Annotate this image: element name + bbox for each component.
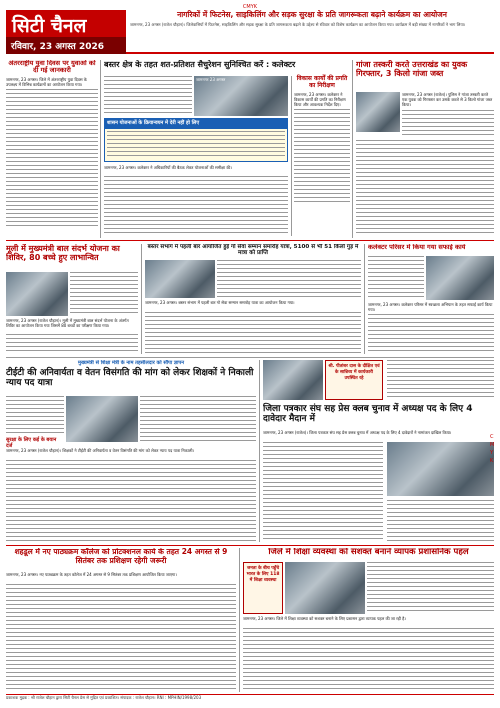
lower-right-lines-a	[387, 360, 494, 400]
mid-right-lines-a	[368, 256, 424, 300]
right-top-lines-b	[356, 140, 494, 236]
lower-left-article	[6, 360, 256, 542]
press-club-photo	[263, 360, 323, 400]
press-club-caption: श्री. पीतांबर दास के दीक्षित एवं के सान्निध्य में कार्यकारी उपस्थित रहे	[325, 360, 383, 400]
left-column-body: जामनगर, 23 अगस्त। जिले में अंतरराष्ट्रीय युवा दिवस के उपलक्ष्य में विभिन्न कार्यक्रमों का आयोजन किया गया।	[6, 76, 87, 87]
photo-caption: जामनगर 23 अगस्त	[196, 77, 226, 82]
center-side-headline: विकास कार्यों की प्रगति का निरीक्षण	[296, 75, 348, 89]
print-marker-k: K	[490, 458, 494, 464]
left-column-headline: अंतरराष्ट्रीय युवा दिवस पर युवाओं को दी गई जानकारी	[8, 60, 96, 75]
lower-left-lines-b	[140, 396, 256, 442]
column-divider	[364, 244, 365, 354]
mid-left-article	[6, 244, 138, 354]
center-top-text-lines	[104, 176, 288, 236]
center-side-text-lines	[294, 109, 350, 205]
cow-event-photo	[145, 260, 215, 298]
masthead	[6, 10, 494, 54]
teachers-march-photo	[66, 396, 138, 442]
center-top-body: जामनगर, 23 अगस्त। कलेक्टर ने अधिकारियों की बैठक लेकर योजनाओं की समीक्षा की।	[104, 165, 232, 170]
education-caption: जनता के बीच पहुँचे भारत के लिए 118 में शिक्षा व्यवस्था	[243, 562, 283, 614]
mid-center-article	[145, 244, 361, 354]
section-rule	[6, 545, 494, 546]
bottom-left-lines	[6, 584, 236, 692]
mid-left-lines-a	[70, 272, 138, 316]
right-top-headline: गांजा तस्करी करते उत्तराखंड का युवक गिरफ्तार, 3 किलो गांजा जब्त	[356, 60, 468, 79]
center-top-headline: बस्तर क्षेत्र के तहत शत-प्रतिशत सैचुरेशन सुनिश्चित करें : कलेक्टर	[104, 60, 296, 69]
center-side-article	[294, 76, 350, 205]
lower-left-lines-c	[6, 460, 256, 542]
highlight-bar: शासन योजनाओं के क्रियान्वयन में देरी नहीं हो लिए	[104, 118, 288, 128]
mid-center-body: जामनगर, 23 अगस्त। बस्तर संभाग में पहली बार गो सेवा सम्मान समारोह यात्रा का आयोजन किया गया।	[145, 300, 295, 305]
print-marker-y: Y	[490, 450, 494, 456]
highlight-box	[104, 128, 288, 162]
cleaning-photo	[426, 256, 494, 300]
right-top-lines-a	[402, 110, 494, 138]
print-color-marker: CMYK	[242, 4, 258, 10]
column-divider	[352, 60, 353, 238]
center-top-article	[104, 60, 350, 238]
mid-left-lines-b	[6, 334, 138, 354]
mid-center-headline: बस्तर संभाग में पहली बार आयोजित हुई गो सेवा सम्मान समारोह यात्रा, 5100 से भी 51 किलो गुड़ मे मात्रा को प्राप्ति	[147, 244, 359, 257]
mid-right-lines-b	[368, 314, 494, 354]
brand-block	[6, 10, 126, 54]
left-column-text-lines	[6, 89, 98, 229]
mid-left-headline: मूली में मुख्यमंत्री बाल संदर्भ योजना का शिविर, 80 बच्चे हुए लाभान्वित	[6, 244, 120, 263]
print-marker-c: C	[490, 434, 494, 440]
bottom-right-article	[243, 548, 494, 692]
mid-left-body: जामनगर, 23 अगस्त (राजेश चौहान)। मूली में मुख्यमंत्री बाल संदर्भ योजना के अंतर्गत शिविर का आयोजन किया गया जिसमें 80 बच्चों का परीक्षण किया गया।	[6, 318, 129, 328]
mid-right-article	[368, 244, 494, 354]
lower-right-headline: जिला पत्रकार संघ सह प्रेस क्लब चुनाव में अध्यक्ष पद के लिए 4 दावेदार मैदान में	[263, 404, 473, 425]
highlight-box-lines	[107, 131, 285, 159]
bottom-left-body: जामनगर, 23 अगस्त। नए पाठ्यक्रम के तहत कॉलेज में 24 अगस्त से 9 सितंबर तक प्रशिक्षण आयोजित किया जाएगा।	[6, 572, 177, 577]
newspaper-page	[6, 4, 494, 704]
lower-right-lines-c	[387, 500, 494, 542]
print-marker-m: M	[490, 442, 495, 448]
banner-body: जामनगर, 23 अगस्त (राजेश चौहान)। जिलेवासियों में फिटनेस, साइकिलिंग और सड़क सुरक्षा के प्रति जागरूकता बढ़ाने के उद्देश्य से रविवार को विशेष कार्यक्रम का आयोजन किया गया। कार्यक्रम में बड़ी संख्या में नागरिकों ने भाग लिया।	[130, 22, 466, 27]
right-top-article	[356, 60, 494, 238]
section-rule	[6, 240, 494, 241]
column-divider	[259, 360, 260, 542]
lower-right-lines-b	[263, 442, 383, 542]
bottom-right-lines-a	[367, 562, 494, 614]
bottom-left-article	[6, 548, 236, 692]
center-side-body: जामनगर, 23 अगस्त। कलेक्टर ने विकास कार्यों की प्रगति का निरीक्षण किया और आवश्यक निर्देश दिए।	[294, 91, 346, 107]
lower-left-subheadline: सुरक्षा के लिए कई के बयान दर्ज	[6, 437, 57, 449]
lower-left-lines-a	[6, 396, 64, 436]
bottom-right-lines-b	[243, 628, 494, 692]
section-rule	[6, 357, 494, 358]
column-divider	[291, 76, 292, 236]
top-banner-article	[130, 10, 494, 50]
mid-right-body: जामनगर, 23 अगस्त। कलेक्टर परिसर में स्वच्छता अभियान के तहत सफाई कार्य किया गया।	[368, 302, 493, 312]
education-meeting-photo	[285, 562, 365, 614]
mid-right-headline: कलेक्टर परिसर में किया गया सफाई कार्य	[368, 244, 466, 251]
column-divider	[100, 60, 101, 238]
banner-headline: नागरिकों में फिटनेस, साइकिलिंग और सड़क सुरक्षा के प्रति जागरूकता बढ़ाने कार्यक्रम का आयोजन	[177, 10, 447, 19]
bottom-right-body: जामनगर, 23 अगस्त। जिले में शिक्षा व्यवस्था को सशक्त बनाने के लिए प्रशासन द्वारा व्यापक पहल की जा रही है।	[243, 616, 406, 621]
imprint-footer: प्रकाशक मुद्रक : श्री राजेश चौहान द्वारा सिटी चैनल प्रेस से मुद्रित एवं प्रकाशित। संपादक : राजेश चौहान। RNI : MPHIN/1998/203	[6, 694, 494, 704]
bottom-left-headline: शहडूल में नए पाठ्यक्रम कॉलेज को प्रोटक्शनल कार्य के तहत 24 अगस्त से 9 सितंबर तक प्रशिक्षण रहेगी जरूरी	[14, 548, 228, 565]
column-divider	[239, 548, 240, 692]
election-photo	[387, 442, 494, 496]
center-top-lead-lines	[104, 76, 192, 114]
accused-photo	[356, 92, 400, 132]
lower-left-headline: टीईटी की अनिवार्यता व वेतन विसंगति की मांग को लेकर शिक्षकों ने निकाली न्याय पद यात्रा	[6, 368, 254, 389]
lower-right-article	[263, 360, 494, 542]
camp-photo	[6, 272, 68, 316]
left-column-article	[6, 60, 98, 238]
mid-center-lines-b	[145, 312, 361, 354]
mid-center-lines-a	[217, 260, 361, 298]
right-top-body: जामनगर, 23 अगस्त (राजेश)। पुलिस ने गांजा तस्करी करते एक युवक को गिरफ्तार कर उसके कब्जे से 3 किलो गांजा जब्त किया।	[402, 92, 493, 107]
lower-left-body: जामनगर, 23 अगस्त (राजेश चौहान)। शिक्षकों ने टीईटी की अनिवार्यता व वेतन विसंगति की मांग को लेकर न्याय पद यात्रा निकाली।	[6, 448, 195, 453]
brand-title: सिटी चैनल	[12, 15, 87, 37]
lower-right-body: जामनगर, 23 अगस्त (राजेश)। जिला पत्रकार संघ सह प्रेस क्लब चुनाव में अध्यक्ष पद के लिए 4 दावेदारों ने नामांकन दाखिल किया।	[263, 430, 452, 435]
date-line: रविवार, 23 अगस्त 2026	[6, 37, 126, 54]
lower-left-kicker: मुख्यमंत्री से शिक्षा मंत्री के नाम तहसीलदार को सौंपा ज्ञापन	[77, 360, 185, 366]
bottom-right-headline: जिले में शिक्षा व्यवस्था को सशक्त बनाने व्यापक प्रशासनिक पहल	[268, 548, 469, 557]
column-divider	[141, 244, 142, 354]
